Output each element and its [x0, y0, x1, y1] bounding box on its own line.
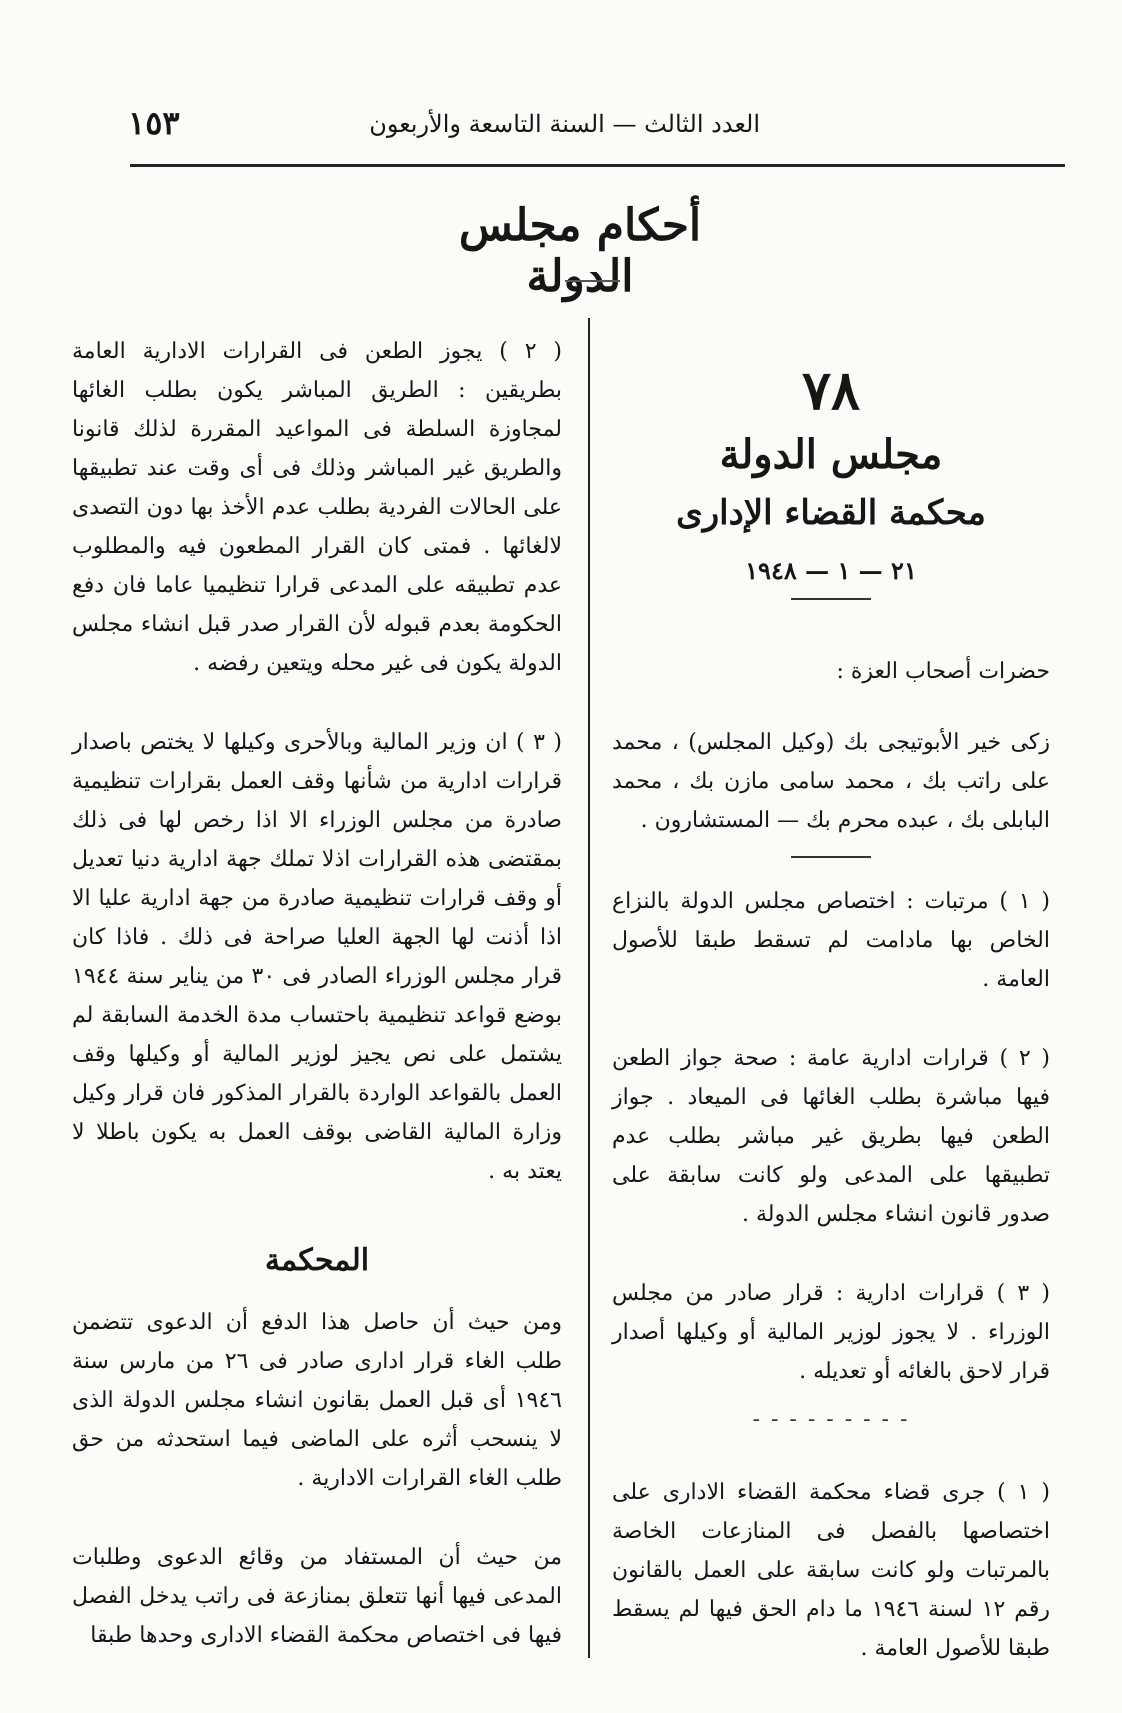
summary-3: ( ٣ ) قرارات ادارية : قرار صادر من مجلس الوزراء . لا يجوز لوزير المالية أو وكيلها أصدار قرار لاحق بالغائه أو تعديله . [612, 1281, 1050, 1384]
header-rule [130, 164, 1065, 167]
reasoning-paragraph-1: ومن حيث أن حاصل هذا الدفع أن الدعوى تتضمن طلب الغاء قرار ادارى صادر فى ٢٦ من مارس سنة ١٩٤٦ أى قبل العمل بقانون انشاء مجلس الدولة الذى لا ينسحب أثره على الماضى فيما استحدثه من حق طلب الغاء القرارات الادارية . [72, 1310, 562, 1491]
presence-label: حضرات أصحاب العزة : [836, 659, 1050, 684]
court-name: محكمة القضاء الإدارى [676, 493, 986, 533]
summary-2: ( ٢ ) قرارات ادارية عامة : صحة جواز الطعن فيها مباشرة بطلب الغائها فى الميعاد . جواز الطعن فيها بطريق غير مباشر بطلب عدم تطبيقها على المدعى ولو كانت سابقة على صدور قانون انشاء مجلس الدولة . [612, 1046, 1050, 1227]
reasoning-paragraph-2: من حيث أن المستفاد من وقائع الدعوى وطلبات المدعى فيها أنها تتعلق بمنازعة فى راتب يدخل الفصل فيها فى اختصاص محكمة القضاء الادارى وحدها طبقا [72, 1545, 562, 1648]
page-number: ١٥٣ [128, 104, 180, 142]
left-column [72, 332, 562, 1655]
court-heading: المحكمة [264, 1243, 370, 1278]
principle-1: ( ١ ) جرى قضاء محكمة القضاء الادارى على اختصاصها بالفصل فى المنازعات الخاصة بالمرتبات ولو كانت سابقة على العمل بالقانون رقم ١٢ لسنة ١٩٤٦ ما دام الحق فيها لم يسقط طبقا للأصول العامة . [612, 1480, 1051, 1661]
judges-list: زكى خير الأبوتيجى بك (وكيل المجلس) ، محمد على راتب بك ، محمد سامى مازن بك ، محمد البابلى بك ، عبده محرم بك — المستشارون . [612, 730, 1050, 833]
principle-3: ( ٣ ) ان وزير المالية وبالأحرى وكيلها لا يختص باصدار قرارات ادارية من شأنها وقف العمل بقرارات تنظيمية صادرة من مجلس الوزراء الا اذا رخص لها فى ذلك بمقتضى هذه القرارات اذلا تملك جهة ادارية دنيا تعديل أو وقف قرارات تنظيمية صادرة من جهة ادارية عليا الا اذا أذنت لها الجهة العليا صراحة فى ذلك . فاذا كان قرار مجلس الوزراء الصادر فى ٣٠ من يناير سنة ١٩٤٤ بوضع قواعد تنظيمية باحتساب مدة الخدمة السابقة لم يشتمل على نص يجيز لوزير المالية أو وكيلها وقف العمل بالقواعد الواردة بالقرار المذكور فان قرار وكيل وزارة المالية القاضى بوقف العمل به يكون باطلا لا يعتد به . [72, 730, 562, 1184]
right-column [612, 360, 1050, 1668]
summary-1: ( ١ ) مرتبات : اختصاص مجلس الدولة بالنزاع الخاص بها مادامت لم تسقط طبقا للأصول العامة . [612, 889, 1051, 992]
page-title: أحكام مجلس الدولة [458, 200, 702, 302]
date-rule [791, 598, 871, 600]
judgment-date: ٢١ — ١ — ١٩٤٨ [745, 556, 917, 585]
principle-2: ( ٢ ) يجوز الطعن فى القرارات الادارية العامة بطريقين : الطريق المباشر يكون بطلب الغائها لمجاوزة السلطة فى المواعيد المقررة لذلك قانونا والطريق غير المباشر وذلك فى أى وقت عند تطبيقها على الحالات الفردية بطلب عدم الأخذ بها دون التصدى لالغائها . فمتى كان القرار المطعون فيه والمطلوب عدم تطبيقه على المدعى قرارا تنظيميا عاما فان دفع الحكومة بعدم قبوله لأن القرار صدر قبل انشاء مجلس الدولة يكون فى غير محله ويتعين رفضه . [72, 339, 563, 676]
case-number: ٧٨ [801, 358, 860, 422]
judges-rule [791, 856, 871, 858]
column-divider [588, 318, 590, 1658]
title-divider [565, 280, 620, 282]
section-separator: - - - - - - - - - [752, 1407, 910, 1432]
issue-line: العدد الثالث — السنة التاسعة والأربعون [369, 110, 760, 138]
body-name: مجلس الدولة [719, 431, 943, 478]
